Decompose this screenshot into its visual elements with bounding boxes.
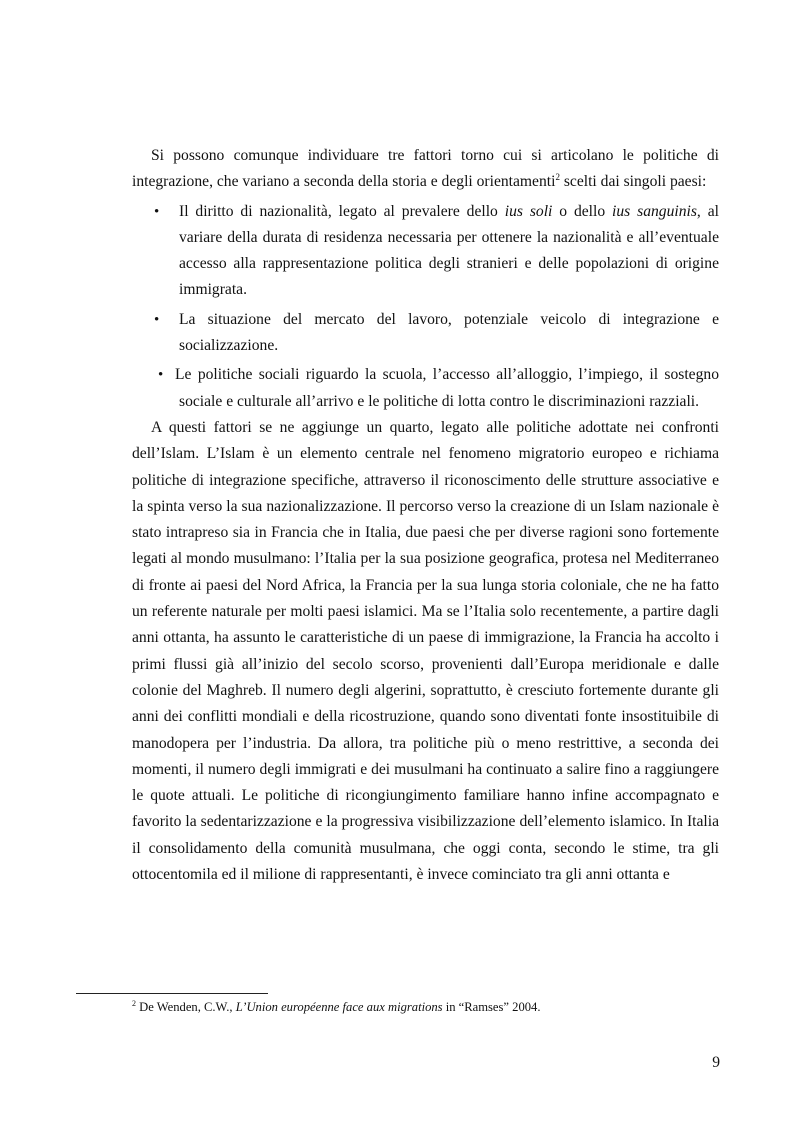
list-item-text: La situazione del mercato del lavoro, potenziale veicolo di integrazione e socializzazione. (179, 310, 719, 355)
italic-term: ius soli (504, 202, 553, 220)
list-item (132, 362, 719, 415)
body-text (132, 143, 719, 888)
footnote-title: L’Union européenne face aux migrations (235, 1000, 443, 1014)
paragraph-intro (132, 143, 719, 196)
factor-list (132, 199, 719, 415)
footnote-divider (76, 993, 268, 994)
paragraph-intro-text-end: scelti dai singoli paesi: (559, 173, 707, 191)
footnote (132, 998, 722, 1016)
bullet-icon: • (154, 203, 160, 220)
bullet-icon: • (158, 367, 164, 384)
list-item-text: Le politiche sociali riguardo la scuola, l’accesso all’alloggio, l’impiego, il sostegno sociale e culturale all’arrivo e le politiche di lotta contro le discriminazioni razziali. (175, 366, 719, 410)
italic-term: ius sanguinis (612, 202, 697, 220)
list-item (132, 199, 719, 304)
footnote-number: 2 (132, 998, 136, 1008)
paragraph-islam: A questi fattori se ne aggiunge un quarto, legato alle politiche adottate nei confronti dell’Islam. L’Islam è un elemento centrale nel fenomeno migratorio europeo e richiama politiche di integrazione specifiche, attraverso il riconoscimento delle strutture associative e la spinta verso la sua nazionalizzazione. Il percorso verso la creazione di un Islam nazionale è stato intrapreso sia in Francia che in Italia, due paesi che per diverse ragioni sono fortemente legati al mondo musulmano: l’Italia per la sua posizione geografica, protesa nel Mediterraneo di fronte ai paesi del Nord Africa, la Francia per la sua lunga storia coloniale, che ne ha fatto un referente naturale per molti paesi islamici. Ma se l’Italia solo recentemente, a partire dagli anni ottanta, ha assunto le caratteristiche di un paese di immigrazione, la Francia ha accolto i primi flussi già all’inizio del secolo scorso, provenienti dall’Europa meridionale e dalle colonie del Maghreb. Il numero degli algerini, soprattutto, è cresciuto fortemente durante gli anni dei conflitti mondiali e della ricostruzione, quando sono diventati fonte insostituibile di manodopera per l’industria. Da allora, tra politiche più o meno restrittive, a seconda dei momenti, il numero degli immigrati e dei musulmani ha continuato a salire fino a raggiungere le quote attuali. Le politiche di ricongiungimento familiare hanno infine accompagnato e favorito la sedentarizzazione e la progressiva visibilizzazione dell’elemento islamico. In Italia il consolidamento della comunità musulmana, che oggi conta, secondo le stime, tra gli ottocentomila ed il milione di rappresentanti, è invece cominciato tra gli anni ottanta e (132, 418, 719, 884)
list-item (132, 307, 719, 360)
page-number: 9 (712, 1054, 720, 1071)
footnote-text-end: in “Ramses” 2004. (442, 1000, 541, 1014)
paragraph-intro-text: Si possono comunque individuare tre fattori torno cui si articolano le politiche di integrazione, che variano a seconda della storia e degli orientamenti (132, 147, 719, 191)
footnote-reference[interactable]: 2 (555, 172, 560, 183)
list-item-text: Il diritto di nazionalità, legato al prevalere dello ius soli o dello ius sanguinis, al variare della durata di residenza necessaria per ottenere la nazionalità e all’eventuale accesso alla rappresentazione politica degli stranieri e delle popolazioni di origine immigrata. (179, 202, 719, 299)
footnote-text: De Wenden, C.W., (136, 1000, 236, 1014)
bullet-icon: • (154, 311, 160, 328)
